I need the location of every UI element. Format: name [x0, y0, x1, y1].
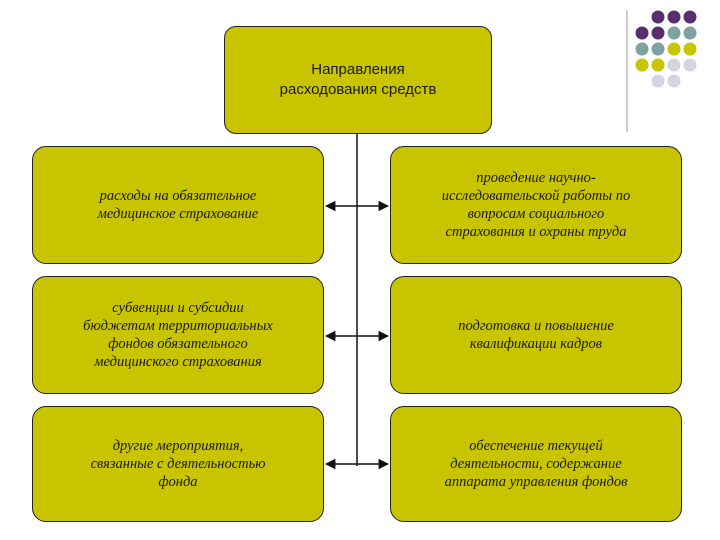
- decor-dot: [684, 43, 697, 56]
- decor-dot: [668, 27, 681, 40]
- decor-dot: [668, 59, 681, 72]
- decor-dot: [652, 59, 665, 72]
- decor-dot: [636, 43, 649, 56]
- decor-dot: [652, 27, 665, 40]
- decor-dot: [684, 27, 697, 40]
- left-box-3-text: другие мероприятия, связанные с деятельностью фонда: [90, 438, 266, 490]
- decor-dot: [636, 27, 649, 40]
- right-box-2-text: подготовка и повышение квалификации кадров: [458, 318, 614, 352]
- decor-dot: [652, 43, 665, 56]
- dot-grid: [636, 11, 697, 88]
- decor-dot: [684, 59, 697, 72]
- decor-dot: [652, 75, 665, 88]
- decor-dot: [652, 11, 665, 24]
- decor-dot: [636, 59, 649, 72]
- right-box-1-text: проведение научно- исследовательской работы по вопросам социального страхования и охраны труда: [441, 170, 631, 240]
- left-box-1-text: расходы на обязательное медицинское страхование: [97, 188, 259, 222]
- right-box-3-text: обеспечение текущей деятельности, содержание аппарата управления фондов: [444, 438, 628, 490]
- title-text: Направления расходования средств: [279, 61, 437, 98]
- decor-dot: [668, 75, 681, 88]
- decor-dot: [668, 11, 681, 24]
- left-box-2-text: субвенции и субсидии бюджетам территориальных фондов обязательного медицинского страхования: [83, 300, 273, 370]
- decor-dot: [684, 11, 697, 24]
- decor-dot: [668, 43, 681, 56]
